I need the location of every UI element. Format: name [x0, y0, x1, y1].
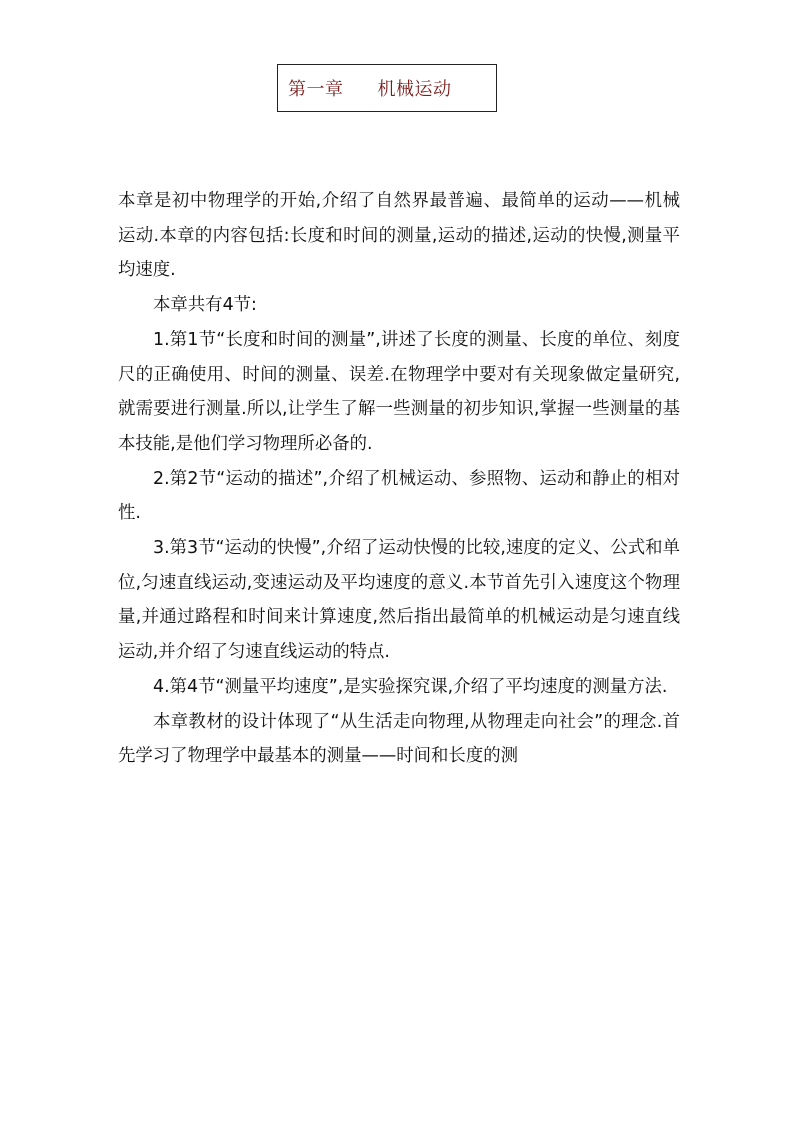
chapter-title: 机械运动 [377, 79, 452, 100]
section-4-paragraph: 4.第4节“测量平均速度”,是实验探究课,介绍了平均速度的测量方法. [153, 676, 668, 697]
section-count-paragraph: 本章共有4节: [153, 295, 257, 316]
section-1-paragraph: 1.第1节“长度和时间的测量”,讲述了长度的测量、长度的单位、刻度尺的正确使用、时间的测量、误差.在物理学中要对有关现象做定量研究,就需要进行测量.所以,让学生了解一些测量的初步知识,掌握一些测量的基本技能,是他们学习物理所必备的. [118, 329, 680, 454]
section-2-paragraph: 2.第2节“运动的描述”,介绍了机械运动、参照物、运动和静止的相对性. [118, 468, 680, 524]
chapter-title-box [277, 64, 497, 112]
section-3-paragraph: 3.第3节“运动的快慢”,介绍了运动快慢的比较,速度的定义、公式和单位,匀速直线运动,变速运动及平均速度的意义.本节首先引入速度这个物理量,并通过路程和时间来计算速度,然后指出最简单的机械运动是匀速直线运动,并介绍了匀速直线运动的特点. [118, 538, 680, 663]
design-concept-paragraph: 本章教材的设计体现了“从生活走向物理,从物理走向社会”的理念.首先学习了物理学中最基本的测量——时间和长度的测 [118, 711, 680, 767]
intro-paragraph: 本章是初中物理学的开始,介绍了自然界最普遍、最简单的运动——机械运动.本章的内容包括:长度和时间的测量,运动的描述,运动的快慢,测量平均速度. [118, 191, 680, 281]
chapter-body [118, 184, 680, 774]
chapter-number: 第一章 [288, 79, 344, 100]
